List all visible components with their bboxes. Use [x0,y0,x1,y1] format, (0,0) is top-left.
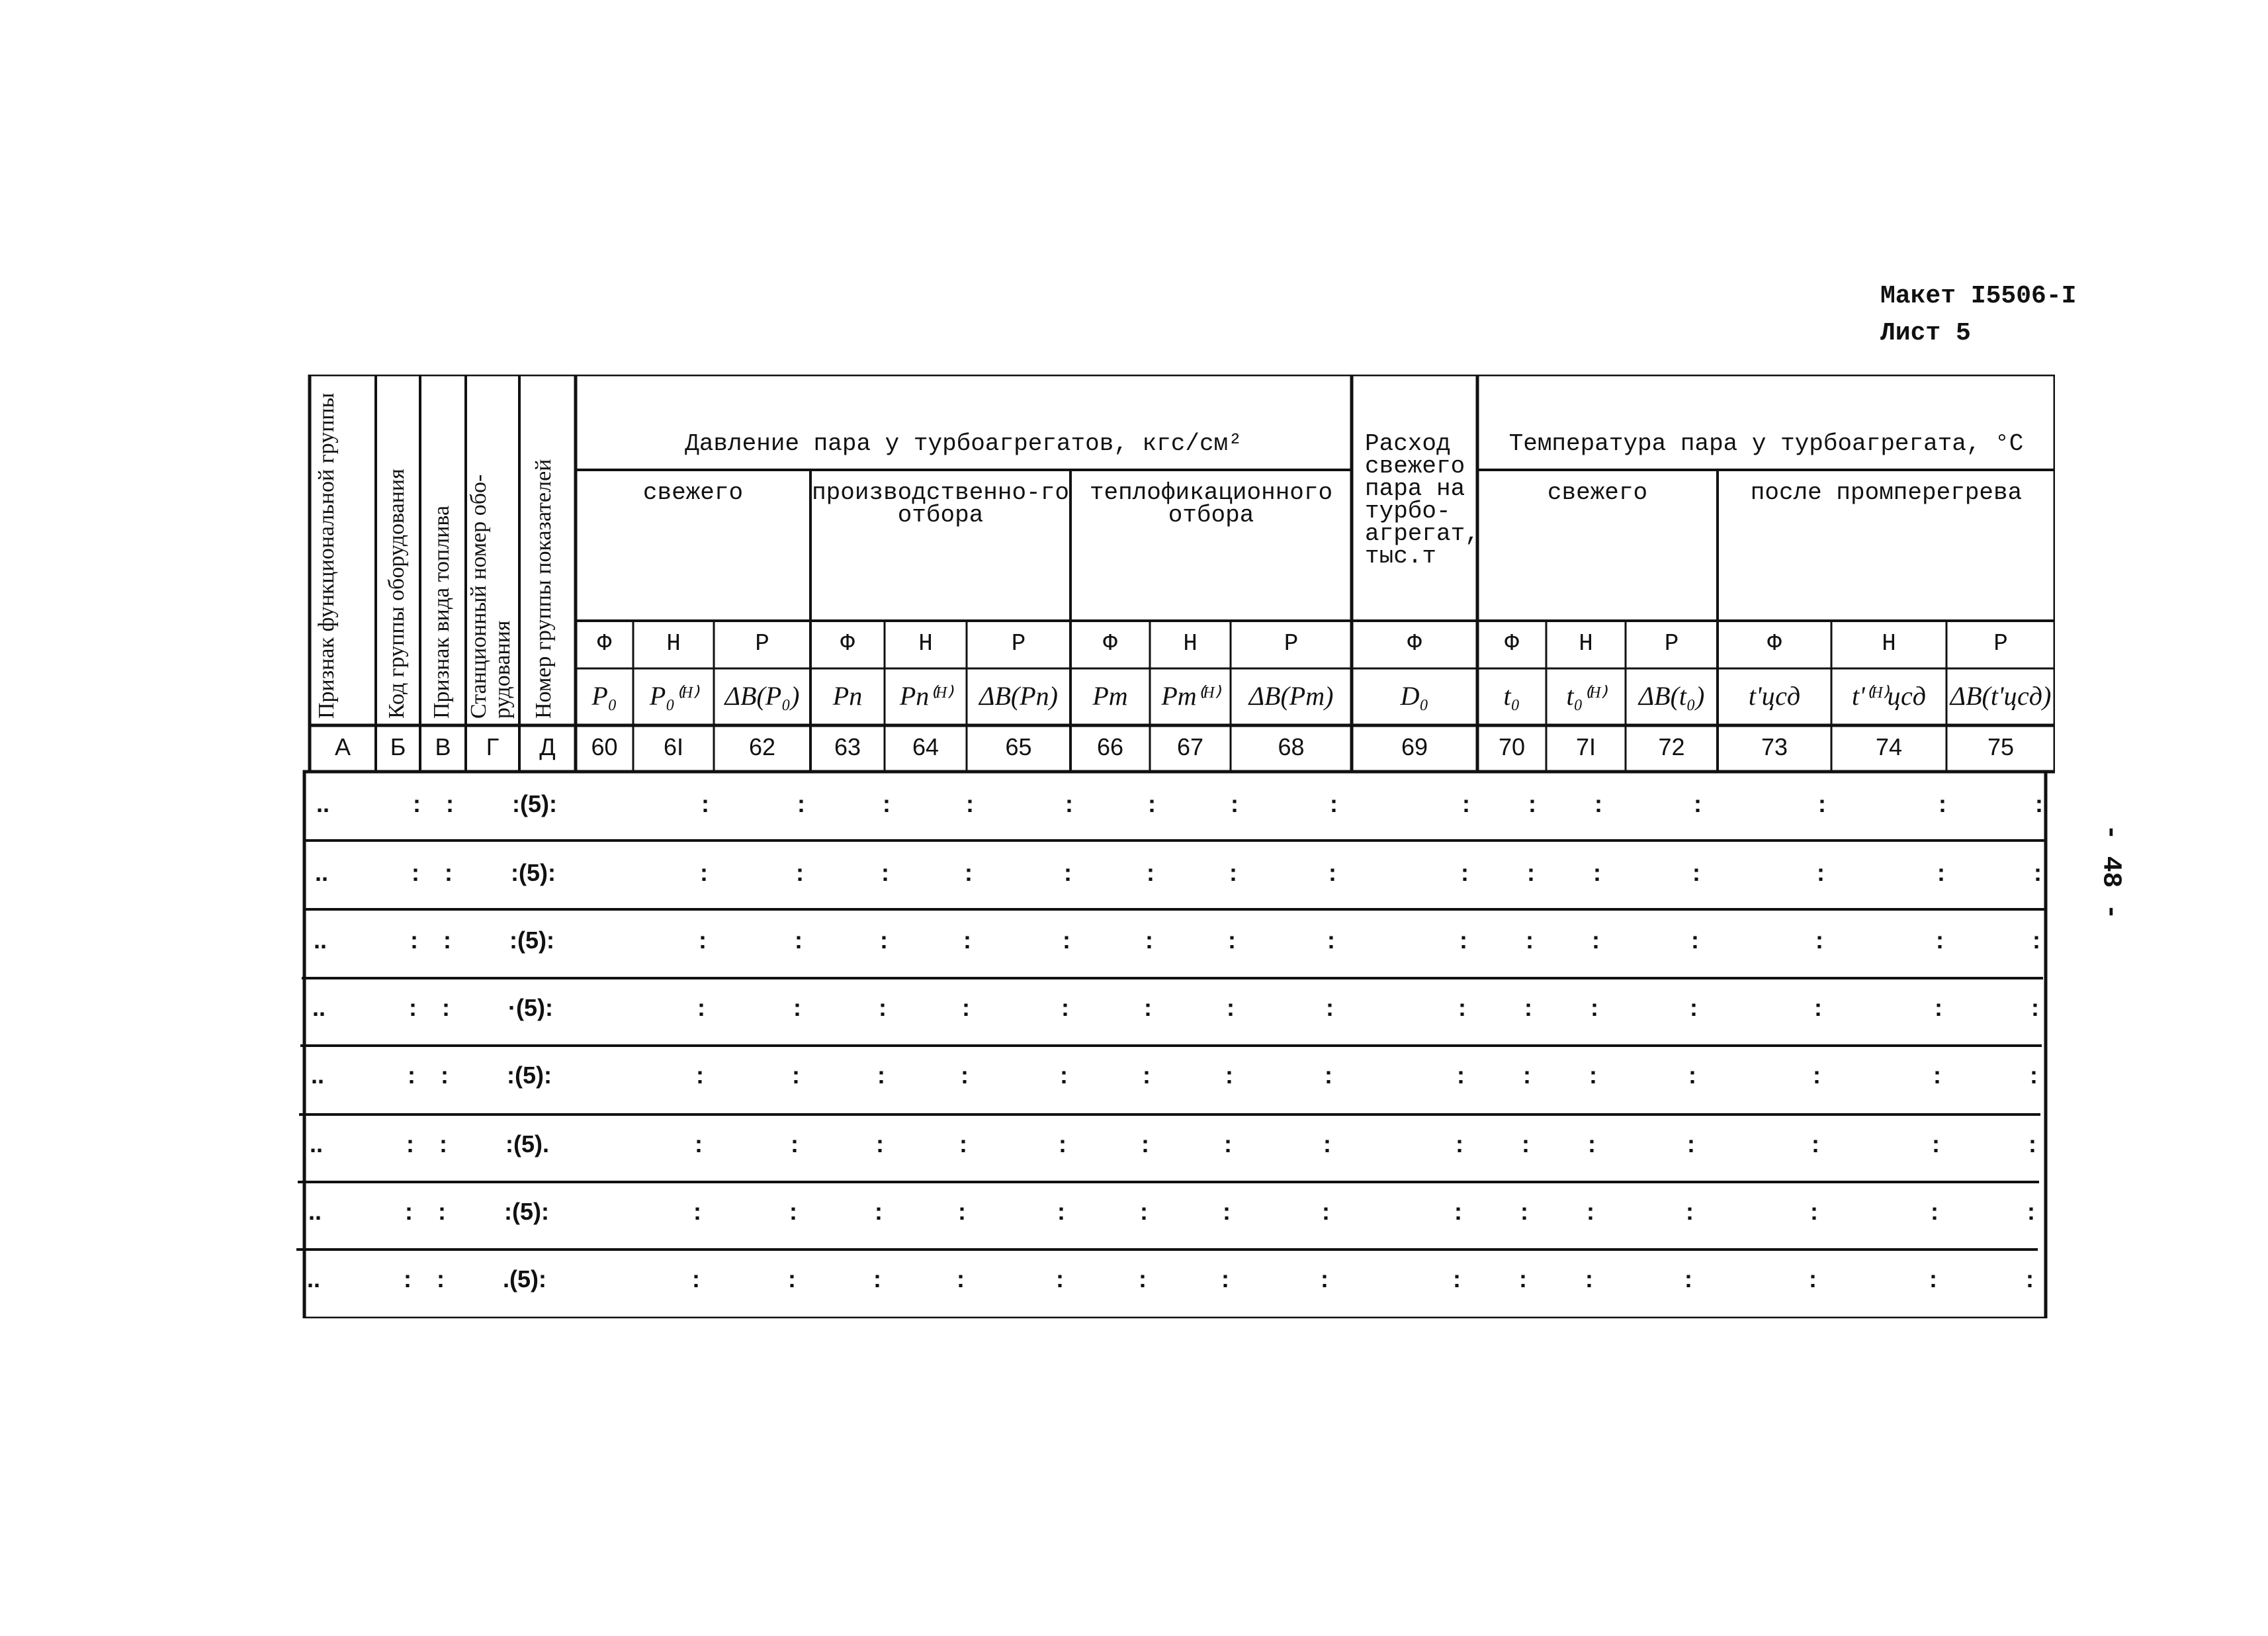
field-separator: : [1147,859,1155,886]
type-cell: Р [755,630,769,657]
field-separator: : [1524,994,1532,1021]
field-separator: : [793,994,801,1021]
data-row [296,1179,2043,1248]
header-equipment-group-code: Код группы оборудования [384,469,409,719]
field-separator: : [1813,1062,1821,1089]
type-cell: Р [1011,630,1026,657]
field-separator: : [412,859,419,886]
data-row [296,772,2043,841]
field-separator: : [1321,1265,1329,1293]
row-group-field: :(5): [511,859,556,886]
type-cell: Н [918,630,933,657]
document-stamp [1880,278,2076,352]
symbol-cell: ΔB(t₀) [1638,681,1705,711]
symbol-cell: ΔB(P₀) [724,681,800,711]
field-separator: : [695,1130,703,1158]
field-separator: : [405,1198,413,1225]
field-separator: : [1454,1198,1462,1225]
code-cell: Г [486,733,500,760]
field-separator: : [1809,1265,1817,1293]
field-separator: : [1144,994,1152,1021]
field-separator: : [697,994,705,1021]
code-cell: 64 [912,733,939,760]
field-separator: : [1523,1062,1531,1089]
field-separator: : [1935,994,1942,1021]
field-separator: : [1592,927,1600,954]
field-separator: : [438,1198,446,1225]
field-separator: : [445,859,453,886]
field-separator: : [795,927,803,954]
field-separator: : [1057,1198,1065,1225]
code-cell: 74 [1875,733,1903,760]
code-cell: 60 [591,733,618,760]
data-row [296,1043,2043,1112]
field-separator: : [962,994,970,1021]
field-separator: : [1329,859,1336,886]
symbol-cell: t₀ [1503,681,1520,711]
field-separator: : [1061,994,1069,1021]
type-cell: Р [1664,630,1679,657]
field-separator: : [1815,927,1823,954]
field-separator: : [1461,859,1469,886]
code-cell: 75 [1987,733,2015,760]
field-separator: : [2035,790,2043,817]
symbol-cell: P₀ [591,681,617,711]
type-cell: Ф [1407,630,1422,657]
code-cell: 73 [1761,733,1788,760]
code-cell: 67 [1176,733,1204,760]
field-separator: : [1818,790,1826,817]
field-separator: : [1326,994,1334,1021]
field-separator: : [966,790,974,817]
symbol-cell: t₀⁽ᴴ⁾ [1566,681,1606,711]
type-cell: Ф [1505,630,1519,657]
field-separator: : [1594,790,1602,817]
header-functional-group: Признак функциональной группы [314,392,339,719]
code-cell: 69 [1401,733,1428,760]
field-separator: : [1589,1062,1597,1089]
row-group-field: :(5): [509,927,554,954]
field-separator: : [1526,927,1534,954]
field-separator: : [873,1265,881,1293]
field-separator: : [1227,994,1235,1021]
data-row [296,841,2043,909]
field-separator: : [1593,859,1601,886]
field-separator: : [1462,790,1470,817]
header-fuel-type: Признак вида топлива [429,505,454,719]
row-lead-marker: .. [314,927,327,954]
stamp-layout-number: Макет I5506-I [1880,282,2077,310]
field-separator: : [439,1130,447,1158]
symbol-cell: Pт⁽ᴴ⁾ [1161,681,1219,711]
subheader-fresh-pressure: свежего [642,479,744,506]
symbol-cell: D₀ [1400,681,1429,711]
field-separator: : [1229,859,1237,886]
field-separator: : [437,1265,445,1293]
subheader-after-reheat: после промперегрева [1750,479,2023,506]
code-cell: 62 [748,733,776,760]
field-separator: : [1814,994,1822,1021]
field-separator: : [1458,994,1466,1021]
row-group-field: :(5). [505,1130,549,1158]
code-cell: 70 [1498,733,1526,760]
field-separator: : [699,927,707,954]
row-group-field: :(5): [507,1062,552,1089]
field-separator: : [876,1130,884,1158]
field-separator: : [961,1062,969,1089]
code-cell: 68 [1278,733,1305,760]
field-separator: : [1587,1198,1594,1225]
field-separator: : [408,1062,415,1089]
code-cell: 63 [834,733,861,760]
field-separator: : [2032,927,2040,954]
field-separator: : [1933,1062,1941,1089]
field-separator: : [442,994,450,1021]
field-separator: : [875,1198,883,1225]
row-group-field: ·(5): [508,994,553,1021]
field-separator: : [1141,1130,1149,1158]
field-separator: : [409,994,417,1021]
field-separator: : [1322,1198,1330,1225]
field-separator: : [1453,1265,1461,1293]
field-separator: : [2031,994,2039,1021]
field-separator: : [413,790,421,817]
type-cell: Ф [840,630,855,657]
type-cell: Ф [1103,630,1117,657]
field-separator: : [1060,1062,1068,1089]
row-lead-marker: .. [312,994,326,1021]
type-cell: Н [1579,630,1593,657]
field-separator: : [1139,1265,1147,1293]
field-separator: : [1225,1062,1233,1089]
field-separator: : [1148,790,1156,817]
field-separator: : [1811,1130,1819,1158]
field-separator: : [879,994,887,1021]
field-separator: : [1690,994,1698,1021]
field-separator: : [2027,1198,2035,1225]
field-separator: : [791,1130,799,1158]
code-cell: 72 [1658,733,1685,760]
field-separator: : [1591,994,1598,1021]
symbol-cell: Pт [1092,681,1128,711]
header-station-number: Станционный номер обо-рудования [466,474,515,719]
code-cell: Д [539,733,556,760]
row-lead-marker: .. [311,1062,325,1089]
field-separator: : [881,859,889,886]
field-separator: : [1457,1062,1465,1089]
field-separator: : [1939,790,1946,817]
field-separator: : [1231,790,1239,817]
field-separator: : [883,790,891,817]
type-cell: Н [1183,630,1198,657]
field-separator: : [1527,859,1535,886]
field-separator: : [1223,1198,1231,1225]
type-cell: Р [1284,630,1299,657]
data-row [296,976,2043,1044]
subheader-heating-extraction: теплофикационного отбора [1089,479,1333,529]
field-separator: : [2026,1265,2034,1293]
field-separator: : [1228,927,1236,954]
field-separator: : [1143,1062,1151,1089]
symbol-cell: Pп⁽ᴴ⁾ [899,681,952,711]
field-separator: : [1588,1130,1596,1158]
field-separator: : [957,1265,965,1293]
code-cell: А [334,733,351,760]
field-separator: : [1140,1198,1148,1225]
field-separator: : [692,1265,700,1293]
field-separator: : [446,790,454,817]
symbol-cell: ΔB(Pт) [1248,681,1334,711]
row-group-field: :(5): [512,790,557,817]
field-separator: : [1936,927,1944,954]
field-separator: : [1065,790,1073,817]
code-cell: 65 [1005,733,1032,760]
field-separator: : [958,1198,966,1225]
field-separator: : [1456,1130,1463,1158]
symbol-cell: P₀⁽ᴴ⁾ [649,681,698,711]
field-separator: : [1528,790,1536,817]
field-separator: : [959,1130,967,1158]
symbol-cell: Pп [832,681,863,711]
field-separator: : [1063,927,1070,954]
field-separator: : [441,1062,449,1089]
field-separator: : [410,927,418,954]
data-row [296,908,2043,977]
field-separator: : [404,1265,412,1293]
field-separator: : [1931,1198,1939,1225]
field-separator: : [1684,1265,1692,1293]
symbol-cell: ΔB(t'цсд) [1950,681,2052,711]
symbol-cell: t'⁽ᴴ⁾цсд [1851,681,1927,711]
type-cell: Н [1882,630,1896,657]
header-temperature: Температура пара у турбоагрегата, °С [1508,430,2024,457]
field-separator: : [1064,859,1072,886]
field-separator: : [1327,927,1335,954]
field-separator: : [443,927,451,954]
field-separator: : [1325,1062,1332,1089]
field-separator: : [1520,1198,1528,1225]
field-separator: : [1059,1130,1067,1158]
field-separator: : [2034,859,2042,886]
field-separator: : [1691,927,1699,954]
data-row [296,1112,2043,1181]
field-separator: : [1585,1265,1593,1293]
row-group-field: .(5): [503,1265,546,1293]
field-separator: : [1686,1198,1694,1225]
field-separator: : [1932,1130,1940,1158]
symbol-cell: t'цсд [1748,681,1801,711]
field-separator: : [1937,859,1945,886]
field-separator: : [1145,927,1153,954]
row-lead-marker: .. [307,1265,321,1293]
code-cell: Б [390,733,406,760]
layout-table [296,375,2055,1318]
field-separator: : [1817,859,1825,886]
field-separator: : [1224,1130,1232,1158]
field-separator: : [1688,1062,1696,1089]
code-cell: 66 [1096,733,1124,760]
symbol-cell: ΔB(Pп) [979,681,1058,711]
field-separator: : [1330,790,1338,817]
field-separator: : [693,1198,701,1225]
field-separator: : [1460,927,1467,954]
row-lead-marker: .. [308,1198,322,1225]
code-cell: 7I [1575,733,1596,760]
code-cell: В [435,733,451,760]
type-cell: Ф [1767,630,1782,657]
field-separator: : [1519,1265,1527,1293]
subheader-fresh-temperature: свежего [1547,479,1648,506]
field-separator: : [1221,1265,1229,1293]
field-separator: : [700,859,708,886]
field-separator: : [1694,790,1702,817]
stamp-sheet-number: Лист 5 [1880,319,1971,347]
header-flow: Расход свежего пара на турбо-агрегат, тыс.т [1365,430,1479,570]
field-separator: : [1810,1198,1818,1225]
data-row [296,1247,2043,1316]
header-pressure: Давление пара у турбоагрегатов, кгс/см² [685,430,1243,457]
row-group-field: :(5): [504,1198,549,1225]
field-separator: : [1692,859,1700,886]
field-separator: : [1056,1265,1064,1293]
field-separator: : [789,1198,797,1225]
field-separator: : [1687,1130,1695,1158]
field-separator: : [1323,1130,1331,1158]
row-lead-marker: .. [310,1130,324,1158]
field-separator: : [701,790,709,817]
row-lead-marker: .. [315,859,329,886]
field-separator: : [796,859,804,886]
field-separator: : [1522,1130,1530,1158]
type-cell: Н [666,630,681,657]
field-separator: : [797,790,805,817]
field-separator: : [696,1062,704,1089]
field-separator: : [406,1130,414,1158]
type-cell: Ф [597,630,612,657]
field-separator: : [788,1265,796,1293]
field-separator: : [2030,1062,2038,1089]
field-separator: : [792,1062,800,1089]
field-separator: : [2028,1130,2036,1158]
subheader-production-extraction: производственно-го отбора [812,479,1069,529]
header-indicator-group: Номер группы показателей [531,459,556,719]
type-cell: Р [1993,630,2008,657]
field-separator: : [877,1062,885,1089]
field-separator: : [880,927,888,954]
page-number: - 48 - [2095,824,2126,920]
row-lead-marker: .. [316,790,330,817]
field-separator: : [1929,1265,1937,1293]
field-separator: : [965,859,973,886]
code-cell: 6I [663,733,684,760]
field-separator: : [963,927,971,954]
